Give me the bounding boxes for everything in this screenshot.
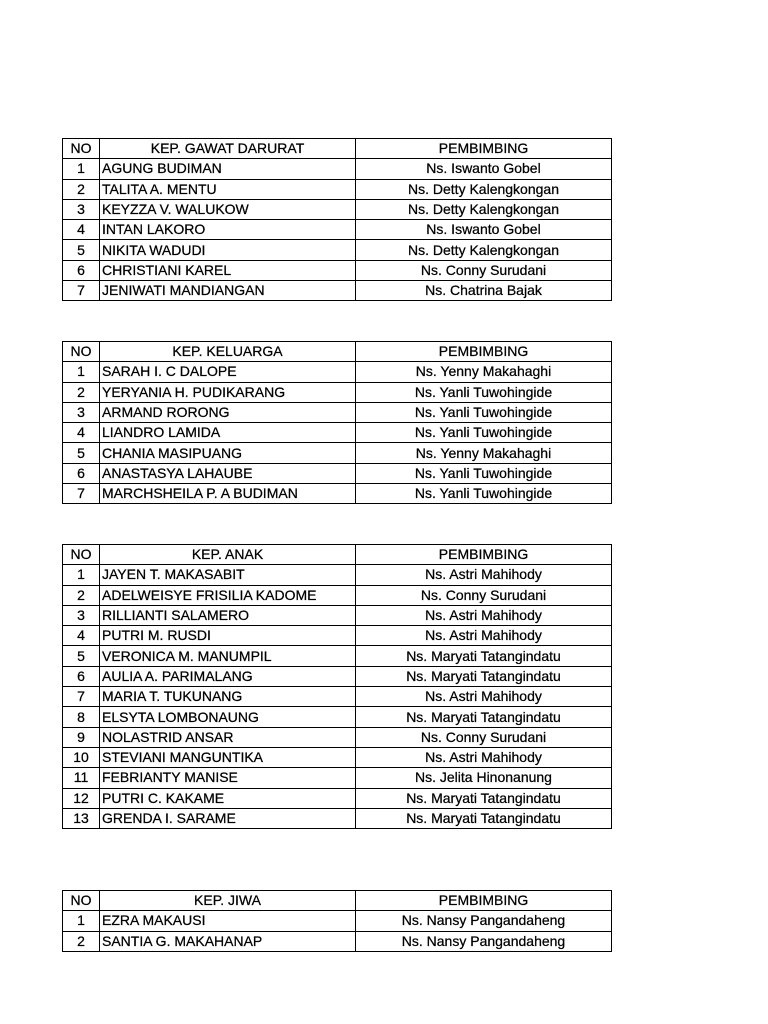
table-kep-gawat-darurat xyxy=(62,138,612,301)
row-number: 3 xyxy=(63,402,100,422)
table-header-row xyxy=(63,545,612,565)
table-kep-jiwa xyxy=(62,890,612,952)
header-no: NO xyxy=(63,139,100,159)
table-row xyxy=(63,646,612,666)
student-name: LIANDRO LAMIDA xyxy=(100,423,356,443)
table-row xyxy=(63,687,612,707)
header-category: KEP. GAWAT DARURAT xyxy=(100,139,356,159)
row-number: 2 xyxy=(63,179,100,199)
student-name: RILLIANTI SALAMERO xyxy=(100,605,356,625)
table-row xyxy=(63,159,612,179)
mentor-name: Ns. Yanli Tuwohingide xyxy=(356,402,612,422)
header-category: KEP. JIWA xyxy=(100,891,356,911)
table-row xyxy=(63,240,612,260)
student-name: VERONICA M. MANUMPIL xyxy=(100,646,356,666)
row-number: 6 xyxy=(63,463,100,483)
row-number: 7 xyxy=(63,484,100,504)
student-name: JENIWATI MANDIANGAN xyxy=(100,281,356,301)
header-category: KEP. ANAK xyxy=(100,545,356,565)
table-row xyxy=(63,605,612,625)
table-row xyxy=(63,220,612,240)
mentor-name: Ns. Astri Mahihody xyxy=(356,565,612,585)
student-name: MARCHSHEILA P. A BUDIMAN xyxy=(100,484,356,504)
table-row xyxy=(63,199,612,219)
mentor-name: Ns. Astri Mahihody xyxy=(356,626,612,646)
mentor-name: Ns. Chatrina Bajak xyxy=(356,281,612,301)
table-header-row xyxy=(63,891,612,911)
mentor-name: Ns. Nansy Pangandaheng xyxy=(356,931,612,951)
row-number: 10 xyxy=(63,747,100,767)
student-name: SANTIA G. MAKAHANAP xyxy=(100,931,356,951)
header-mentor: PEMBIMBING xyxy=(356,891,612,911)
student-name: NOLASTRID ANSAR xyxy=(100,727,356,747)
row-number: 8 xyxy=(63,707,100,727)
student-name: INTAN LAKORO xyxy=(100,220,356,240)
mentor-name: Ns. Conny Surudani xyxy=(356,727,612,747)
row-number: 12 xyxy=(63,788,100,808)
table-row xyxy=(63,911,612,931)
header-no: NO xyxy=(63,545,100,565)
row-number: 4 xyxy=(63,626,100,646)
table-row xyxy=(63,463,612,483)
student-name: FEBRIANTY MANISE xyxy=(100,768,356,788)
mentor-name: Ns. Nansy Pangandaheng xyxy=(356,911,612,931)
student-name: AULIA A. PARIMALANG xyxy=(100,666,356,686)
student-name: KEYZZA V. WALUKOW xyxy=(100,199,356,219)
table-row xyxy=(63,484,612,504)
mentor-name: Ns. Maryati Tatangindatu xyxy=(356,666,612,686)
mentor-name: Ns. Yenny Makahaghi xyxy=(356,443,612,463)
student-name: NIKITA WADUDI xyxy=(100,240,356,260)
student-name: TALITA A. MENTU xyxy=(100,179,356,199)
student-name: MARIA T. TUKUNANG xyxy=(100,687,356,707)
mentor-name: Ns. Yanli Tuwohingide xyxy=(356,463,612,483)
mentor-name: Ns. Conny Surudani xyxy=(356,260,612,280)
table-row xyxy=(63,402,612,422)
student-name: ARMAND RORONG xyxy=(100,402,356,422)
mentor-name: Ns. Iswanto Gobel xyxy=(356,220,612,240)
student-name: CHANIA MASIPUANG xyxy=(100,443,356,463)
student-name: PUTRI M. RUSDI xyxy=(100,626,356,646)
table-row xyxy=(63,666,612,686)
table-row xyxy=(63,281,612,301)
table-row xyxy=(63,443,612,463)
mentor-name: Ns. Iswanto Gobel xyxy=(356,159,612,179)
table-kep-keluarga xyxy=(62,341,612,504)
student-name: PUTRI C. KAKAME xyxy=(100,788,356,808)
mentor-name: Ns. Maryati Tatangindatu xyxy=(356,808,612,828)
mentor-name: Ns. Yanli Tuwohingide xyxy=(356,484,612,504)
mentor-name: Ns. Jelita Hinonanung xyxy=(356,768,612,788)
mentor-name: Ns. Astri Mahihody xyxy=(356,605,612,625)
table-header-row xyxy=(63,139,612,159)
row-number: 1 xyxy=(63,565,100,585)
table-row xyxy=(63,423,612,443)
row-number: 7 xyxy=(63,687,100,707)
student-name: YERYANIA H. PUDIKARANG xyxy=(100,382,356,402)
row-number: 9 xyxy=(63,727,100,747)
student-name: SARAH I. C DALOPE xyxy=(100,362,356,382)
mentor-name: Ns. Astri Mahihody xyxy=(356,747,612,767)
table-row xyxy=(63,808,612,828)
student-name: STEVIANI MANGUNTIKA xyxy=(100,747,356,767)
header-no: NO xyxy=(63,342,100,362)
table-row xyxy=(63,382,612,402)
mentor-name: Ns. Detty Kalengkongan xyxy=(356,199,612,219)
student-name: ELSYTA LOMBONAUNG xyxy=(100,707,356,727)
row-number: 2 xyxy=(63,931,100,951)
mentor-name: Ns. Astri Mahihody xyxy=(356,687,612,707)
row-number: 1 xyxy=(63,159,100,179)
row-number: 5 xyxy=(63,443,100,463)
row-number: 2 xyxy=(63,585,100,605)
mentor-name: Ns. Maryati Tatangindatu xyxy=(356,707,612,727)
table-row xyxy=(63,788,612,808)
row-number: 11 xyxy=(63,768,100,788)
table-row xyxy=(63,768,612,788)
table-row xyxy=(63,727,612,747)
row-number: 5 xyxy=(63,240,100,260)
row-number: 1 xyxy=(63,362,100,382)
table-row xyxy=(63,931,612,951)
table-row xyxy=(63,747,612,767)
table-row xyxy=(63,626,612,646)
mentor-name: Ns. Yanli Tuwohingide xyxy=(356,423,612,443)
mentor-name: Ns. Maryati Tatangindatu xyxy=(356,646,612,666)
mentor-name: Ns. Detty Kalengkongan xyxy=(356,240,612,260)
student-name: AGUNG BUDIMAN xyxy=(100,159,356,179)
student-name: JAYEN T. MAKASABIT xyxy=(100,565,356,585)
row-number: 6 xyxy=(63,260,100,280)
student-name: GRENDA I. SARAME xyxy=(100,808,356,828)
header-category: KEP. KELUARGA xyxy=(100,342,356,362)
table-row xyxy=(63,260,612,280)
student-name: EZRA MAKAUSI xyxy=(100,911,356,931)
row-number: 3 xyxy=(63,605,100,625)
student-name: CHRISTIANI KAREL xyxy=(100,260,356,280)
table-row xyxy=(63,179,612,199)
table-row xyxy=(63,565,612,585)
table-kep-anak xyxy=(62,544,612,829)
row-number: 3 xyxy=(63,199,100,219)
row-number: 4 xyxy=(63,423,100,443)
header-mentor: PEMBIMBING xyxy=(356,342,612,362)
mentor-name: Ns. Yenny Makahaghi xyxy=(356,362,612,382)
student-name: ADELWEISYE FRISILIA KADOME xyxy=(100,585,356,605)
row-number: 7 xyxy=(63,281,100,301)
header-mentor: PEMBIMBING xyxy=(356,139,612,159)
mentor-name: Ns. Yanli Tuwohingide xyxy=(356,382,612,402)
row-number: 6 xyxy=(63,666,100,686)
table-header-row xyxy=(63,342,612,362)
mentor-name: Ns. Detty Kalengkongan xyxy=(356,179,612,199)
table-row xyxy=(63,707,612,727)
student-name: ANASTASYA LAHAUBE xyxy=(100,463,356,483)
mentor-name: Ns. Conny Surudani xyxy=(356,585,612,605)
row-number: 2 xyxy=(63,382,100,402)
mentor-name: Ns. Maryati Tatangindatu xyxy=(356,788,612,808)
header-mentor: PEMBIMBING xyxy=(356,545,612,565)
row-number: 13 xyxy=(63,808,100,828)
row-number: 4 xyxy=(63,220,100,240)
table-row xyxy=(63,362,612,382)
table-row xyxy=(63,585,612,605)
header-no: NO xyxy=(63,891,100,911)
row-number: 5 xyxy=(63,646,100,666)
row-number: 1 xyxy=(63,911,100,931)
